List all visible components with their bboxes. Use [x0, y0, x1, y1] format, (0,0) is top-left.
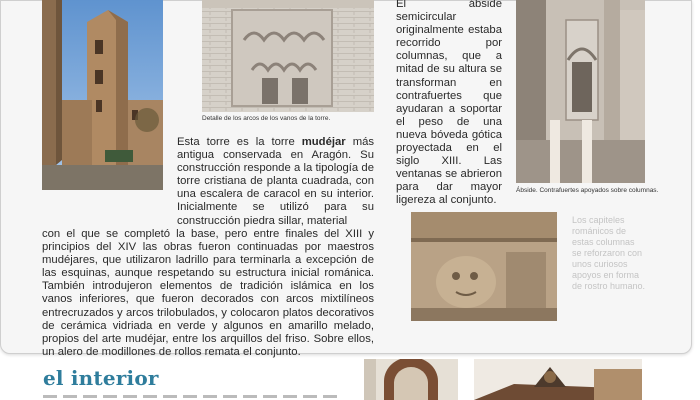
- arches-detail-photo: [202, 0, 374, 112]
- tower-photo: [42, 0, 163, 190]
- tower-description-upper: [177, 136, 374, 228]
- cut-off-text-line: [43, 395, 343, 398]
- capitals-photo: [411, 212, 557, 321]
- interior-arch-photo: [364, 359, 458, 400]
- mudejar-highlight: mudéjar: [301, 136, 346, 148]
- capitals-caption-text: Los capiteles románicos de estas columnas se reforzaron con unos curiosos apoyos en forma de rostro humano.: [572, 215, 646, 291]
- tower-intro: Esta torre es la torre: [177, 136, 295, 148]
- apse-description: [396, 0, 502, 208]
- apse-description-text: El ábside semicircular originalmente estaba recorrido por columnas, que a mitad de su altura se transforman en contrafuertes que ayudaran a soportar el peso de una nueva bóveda gótica proyectada en el siglo XIII. Las ventanas se abrieron para dar mayor ligereza al conjunto.: [396, 0, 502, 207]
- tower-description-lower: [42, 228, 374, 359]
- capitals-caption: [572, 215, 646, 292]
- tower-text-top: más antigua conservada en Aragón. Su construcción responde a la tipología de torre cristiana de planta cuadrada, con una escalera de caracol en su interior. Inicialmente se utilizó para su construcción piedra sillar, material: [177, 136, 375, 227]
- altarpiece-photo: [474, 359, 642, 400]
- apse-caption: Ábside. Contrafuertes apoyados sobre columnas.: [516, 187, 659, 194]
- tower-text-wide: con el que se completó la base, pero entre finales del XIII y principios del XIV las obras fueron continuadas por maestros mudéjares, que utilizaron ladrillo para terminarla a excepción de las esquinas, aunque respetando su estructura inicial románica. También introdujeron elementos de tradición islámica en los vanos inferiores, que fueron decorados con arcos mixtilíneos entrecruzados y arcos trilobulados, y colocaron platos decorativos de cerámica vidriada en verde y algunos en amarillo melado, propios del arte mudéjar, entre los arquillos del friso. Sobre ellos, un alero de modillones de rollos remata el conjunto.: [42, 228, 374, 358]
- arches-caption: Detalle de los arcos de los vanos de la torre.: [202, 115, 331, 122]
- section-title-interior: el interior: [43, 366, 159, 390]
- apse-photo: [516, 0, 645, 183]
